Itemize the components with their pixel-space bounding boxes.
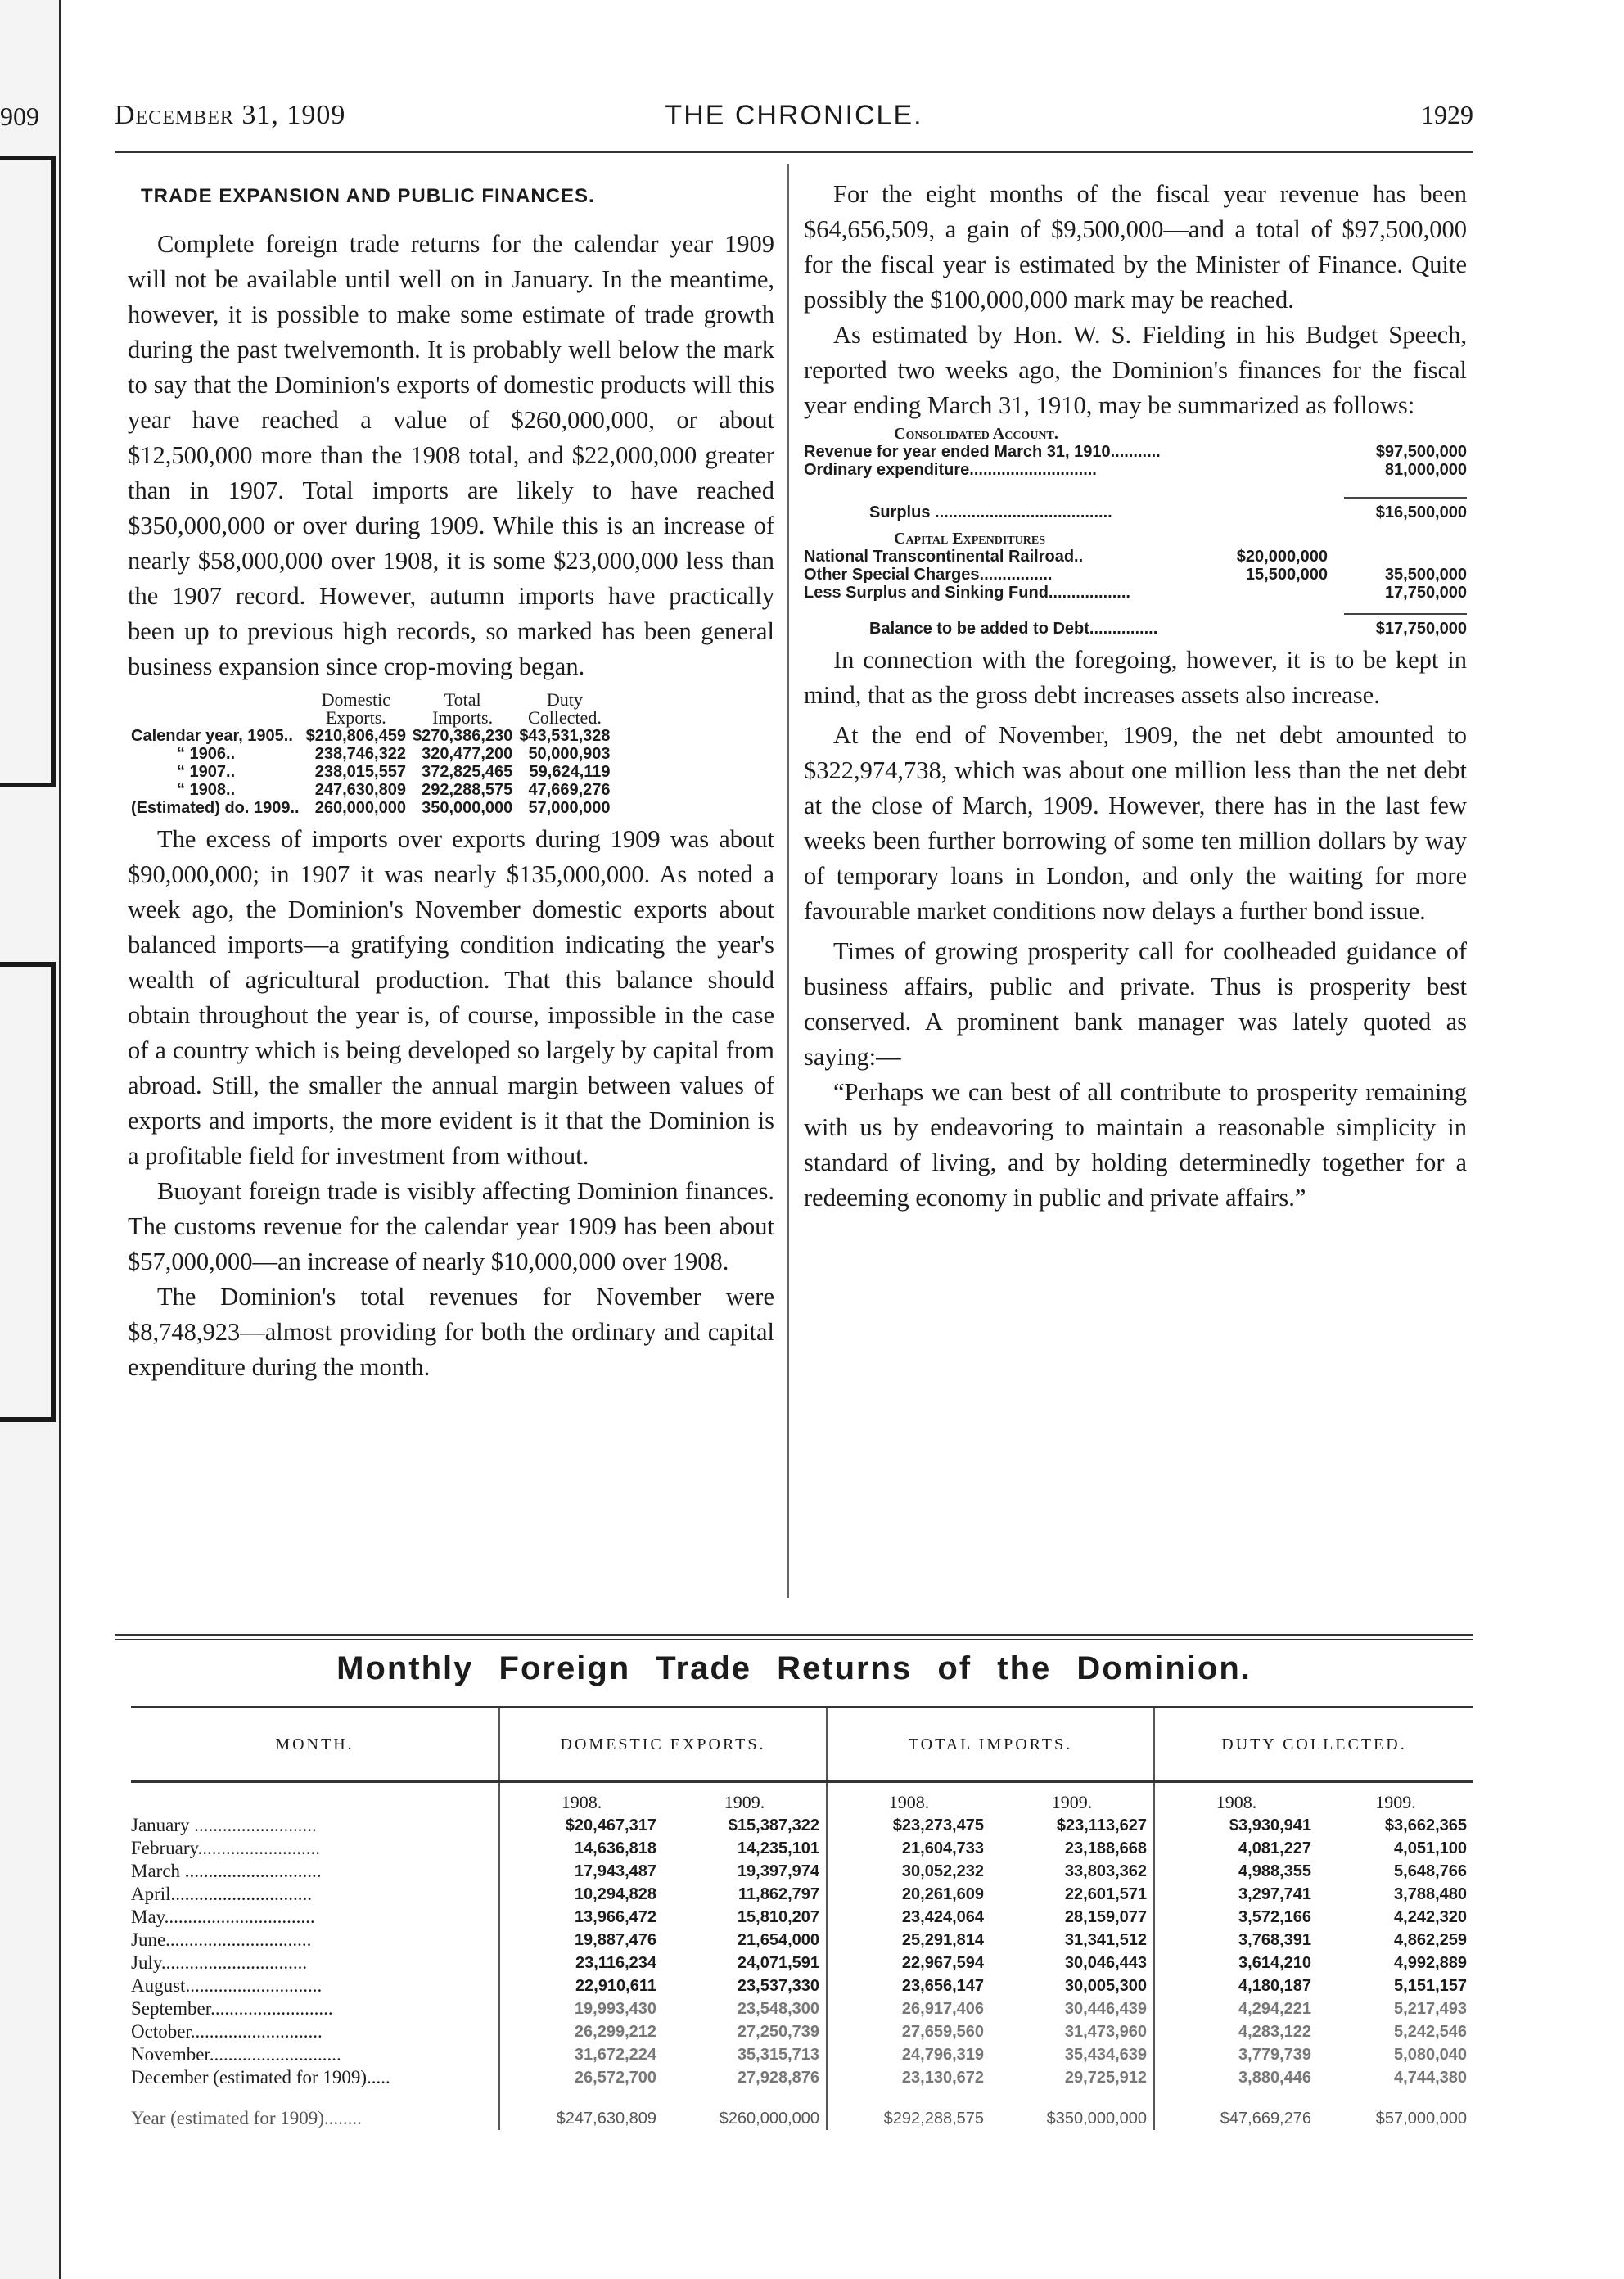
value-cell: 5,648,766 bbox=[1394, 1862, 1467, 1880]
value-cell: 19,993,430 bbox=[499, 1997, 663, 2020]
table-row bbox=[131, 1906, 1473, 1929]
total-cell: $292,288,575 bbox=[827, 2089, 990, 2130]
value-cell: $15,387,322 bbox=[728, 1816, 819, 1834]
value-cell: 27,928,876 bbox=[737, 2069, 819, 2087]
header-duty-collected-group: DUTY COLLECTED. bbox=[1154, 1708, 1473, 1782]
paragraph-1: Complete foreign trade returns for the calendar year 1909 will not be available until well on in January. In the meantime, however, it is possible to make some estimate of trade growth during the past twelvemonth. It is probably well below the mark to say that the Dominion's exports of domestic products will this year have reached a value of $260,000,000, or about $12,500,000 more than the 1908 total, and $22,000,000 greater than in 1907. Total imports are likely to have reached $350,000,000 or over during 1909. While this is an increase of nearly $58,000,000 over 1908, it is some $23,000,000 less than the 1907 record. However, autumn imports have practically been up to previous high records, so marked has been general business expansion since crop-moving began. bbox=[128, 230, 774, 680]
value-cell: 25,291,814 bbox=[827, 1929, 990, 1952]
newspaper-page bbox=[115, 0, 1473, 2279]
issue-date: December 31, 1909 bbox=[115, 100, 346, 130]
value-cell: 26,572,700 bbox=[499, 2066, 663, 2089]
left-column bbox=[128, 177, 774, 1385]
year-1908: 1908. bbox=[499, 1782, 663, 1815]
paragraph-2: The excess of imports over exports during 1909 was about $90,000,000; in 1907 it was nearly $135,000,000. As noted a week ago, the Dominion's November domestic exports about balanced imports—a gratifying condition indicating the year's wealth of agricultural production. That this balance should obtain throughout the year is, of course, impossible in the case of a country which is being developed so largely by capital from abroad. Still, the smaller the annual margin between values of exports and imports, the more evident is it that the Dominion is a profitable field for investment from without. bbox=[128, 825, 774, 1170]
value-cell: 4,242,320 bbox=[1394, 1908, 1467, 1926]
total-cell: $260,000,000 bbox=[719, 2110, 819, 2128]
value-cell: 35,315,713 bbox=[737, 2046, 819, 2064]
capital-row: National Transcontinental Railroad.. $20,000,000 bbox=[804, 548, 1328, 566]
value-cell: 5,242,546 bbox=[1394, 2023, 1467, 2041]
header-month: MONTH. bbox=[131, 1708, 499, 1782]
sum-rule bbox=[1344, 602, 1467, 615]
value-cell: 4,294,221 bbox=[1154, 1997, 1318, 2020]
paragraph-9: Times of growing prosperity call for coolheaded guidance of business affairs, public and private. Thus is prosperity best conserved. A prominent bank manager was lately quoted as saying:— bbox=[804, 937, 1467, 1071]
month-label: November............................ bbox=[131, 2044, 341, 2065]
value-cell: 22,967,594 bbox=[827, 1952, 990, 1974]
value-cell: 3,788,480 bbox=[1394, 1885, 1467, 1903]
paragraph-7: In connection with the foregoing, however, it is to be kept in mind, that as the gross debt increases assets also increase. bbox=[804, 646, 1467, 709]
value-cell: 19,397,974 bbox=[737, 1862, 819, 1880]
value-cell: $23,113,627 bbox=[1056, 1816, 1147, 1834]
bank-manager-quote: “Perhaps we can best of all contribute to prosperity remaining with us by endeavoring to maintain a reasonable simplicity in standard of living, and by holding determinedly together for a redeeming economy in public and private affairs.” bbox=[804, 1078, 1467, 1212]
total-cell: $247,630,809 bbox=[499, 2089, 663, 2130]
month-label: July............................... bbox=[131, 1952, 308, 1973]
value-cell: 31,473,960 bbox=[1064, 2023, 1147, 2041]
value-cell: 15,810,207 bbox=[737, 1908, 819, 1926]
value-cell: 23,116,234 bbox=[499, 1952, 663, 1974]
value-cell: 21,654,000 bbox=[737, 1931, 819, 1949]
total-label: Year (estimated for 1909)........ bbox=[131, 2108, 362, 2128]
value-cell: 19,887,476 bbox=[499, 1929, 663, 1952]
value-cell: 23,537,330 bbox=[737, 1977, 819, 1995]
gutter-bracket-top bbox=[0, 156, 56, 787]
value-cell: 23,424,064 bbox=[827, 1906, 990, 1929]
capital-row: Other Special Charges................ 15,500,000 35,500,000 bbox=[804, 566, 1467, 584]
year-1909: 1909. bbox=[1375, 1792, 1416, 1812]
value-cell: 27,250,739 bbox=[737, 2023, 819, 2041]
value-cell: 26,299,212 bbox=[499, 2020, 663, 2043]
value-cell: 31,672,224 bbox=[499, 2043, 663, 2066]
value-cell: 4,862,259 bbox=[1394, 1931, 1467, 1949]
consolidated-account bbox=[804, 425, 1467, 638]
paragraph-3: Buoyant foreign trade is visibly affecting Dominion finances. The customs revenue for the calendar year 1909 has been about $57,000,000—an increase of nearly $10,000,000 over 1908. bbox=[128, 1177, 774, 1275]
header-domestic-exports: Domestic Exports. bbox=[321, 689, 390, 728]
header-duty-collected: Duty Collected. bbox=[528, 689, 602, 728]
account-row: Ordinary expenditure............................ 81,000,000 bbox=[804, 461, 1467, 479]
value-cell: 23,656,147 bbox=[827, 1974, 990, 1997]
sum-rule bbox=[1344, 479, 1467, 499]
balance-row: Balance to be added to Debt............... $17,750,000 bbox=[869, 620, 1467, 638]
column-divider bbox=[787, 164, 789, 1598]
month-label: October............................ bbox=[131, 2021, 323, 2042]
table-row bbox=[131, 1974, 1473, 1997]
value-cell: 4,081,227 bbox=[1154, 1837, 1318, 1860]
total-cell: $57,000,000 bbox=[1375, 2110, 1467, 2128]
month-label: June............................... bbox=[131, 1929, 312, 1950]
value-cell: 30,446,439 bbox=[1064, 2000, 1147, 2018]
page-number: 1929 bbox=[1421, 100, 1473, 129]
table-row bbox=[131, 1952, 1473, 1974]
total-cell: $350,000,000 bbox=[1046, 2110, 1147, 2128]
value-cell: 14,235,101 bbox=[737, 1839, 819, 1857]
header-total-imports: Total Imports. bbox=[432, 689, 494, 728]
table-row: (Estimated) do. 1909.. 260,000,000 350,000,000 57,000,000 bbox=[131, 799, 611, 817]
page-header bbox=[115, 100, 1473, 139]
article-heading: TRADE EXPANSION AND PUBLIC FINANCES. bbox=[141, 185, 595, 207]
account-row: Revenue for year ended March 31, 1910........... $97,500,000 bbox=[804, 443, 1467, 461]
value-cell: $20,467,317 bbox=[499, 1814, 663, 1837]
gutter-bracket-bottom bbox=[0, 962, 56, 1422]
annual-trade-table bbox=[128, 691, 614, 817]
value-cell: 24,071,591 bbox=[737, 1954, 819, 1972]
monthly-table-title: Monthly Foreign Trade Returns of the Dominion. bbox=[336, 1650, 1252, 1686]
value-cell: 3,614,210 bbox=[1154, 1952, 1318, 1974]
capital-caption: Capital Expenditures bbox=[894, 530, 1045, 548]
year-1908: 1908. bbox=[827, 1782, 990, 1815]
table-row bbox=[131, 2020, 1473, 2043]
surplus-row: Surplus ....................................... $16,500,000 bbox=[869, 503, 1467, 521]
table-row bbox=[131, 1814, 1473, 1837]
publication-title: THE CHRONICLE. bbox=[665, 100, 923, 131]
value-cell: 4,744,380 bbox=[1394, 2069, 1467, 2087]
value-cell: $3,662,365 bbox=[1384, 1816, 1467, 1834]
monthly-trade-table bbox=[131, 1706, 1473, 2130]
value-cell: 10,294,828 bbox=[499, 1883, 663, 1906]
header-domestic-exports-group: DOMESTIC EXPORTS. bbox=[499, 1708, 827, 1782]
table-row bbox=[131, 1837, 1473, 1860]
table-row bbox=[131, 1929, 1473, 1952]
value-cell: 14,636,818 bbox=[499, 1837, 663, 1860]
value-cell: $23,273,475 bbox=[827, 1814, 990, 1837]
year-1909: 1909. bbox=[724, 1792, 765, 1812]
value-cell: 13,966,472 bbox=[499, 1906, 663, 1929]
value-cell: 23,548,300 bbox=[737, 2000, 819, 2018]
paragraph-6: As estimated by Hon. W. S. Fielding in his Budget Speech, reported two weeks ago, the Dominion's finances for the fiscal year ending March 31, 1910, may be summarized as follows: bbox=[804, 321, 1467, 419]
value-cell: 24,796,319 bbox=[827, 2043, 990, 2066]
value-cell: 30,052,232 bbox=[827, 1860, 990, 1883]
paragraph-5: For the eight months of the fiscal year revenue has been $64,656,509, a gain of $9,500,000—and a total of $97,500,000 for the fiscal year is estimated by the Minister of Finance. Quite possibly the $100,000,000 mark may be reached. bbox=[804, 180, 1467, 314]
value-cell: 3,779,739 bbox=[1154, 2043, 1318, 2066]
table-row bbox=[131, 2043, 1473, 2066]
value-cell: 11,862,797 bbox=[738, 1885, 819, 1903]
section-rule bbox=[115, 1634, 1473, 1640]
table-row: Calendar year, 1905.. $210,806,459 $270,386,230 $43,531,328 bbox=[131, 727, 611, 745]
header-rule bbox=[115, 151, 1473, 156]
value-cell: 23,188,668 bbox=[1064, 1839, 1147, 1857]
month-label: March ............................. bbox=[131, 1861, 322, 1881]
paragraph-4: The Dominion's total revenues for November were $8,748,923—almost providing for both the ordinary and capital expenditure during the month. bbox=[128, 1283, 774, 1381]
value-cell: 3,297,741 bbox=[1154, 1883, 1318, 1906]
value-cell: 4,988,355 bbox=[1154, 1860, 1318, 1883]
value-cell: 3,880,446 bbox=[1154, 2066, 1318, 2089]
value-cell: 23,130,672 bbox=[827, 2066, 990, 2089]
month-label: January .......................... bbox=[131, 1815, 317, 1835]
table-row: “ 1906.. 238,746,322 320,477,200 50,000,903 bbox=[177, 745, 611, 763]
value-cell: 22,601,571 bbox=[1064, 1885, 1147, 1903]
value-cell: 5,151,157 bbox=[1394, 1977, 1467, 1995]
value-cell: 5,217,493 bbox=[1394, 2000, 1467, 2018]
value-cell: 30,005,300 bbox=[1064, 1977, 1147, 1995]
month-label: September.......................... bbox=[131, 1998, 333, 2019]
value-cell: 4,992,889 bbox=[1394, 1954, 1467, 1972]
year-total-row bbox=[131, 2089, 1473, 2130]
value-cell: 5,080,040 bbox=[1394, 2046, 1467, 2064]
value-cell: 17,943,487 bbox=[499, 1860, 663, 1883]
total-cell: $47,669,276 bbox=[1154, 2089, 1318, 2130]
year-1908: 1908. bbox=[1154, 1782, 1318, 1815]
value-cell: 30,046,443 bbox=[1064, 1954, 1147, 1972]
value-cell: 27,659,560 bbox=[827, 2020, 990, 2043]
value-cell: 26,917,406 bbox=[827, 1997, 990, 2020]
value-cell: 4,283,122 bbox=[1154, 2020, 1318, 2043]
paragraph-8: At the end of November, 1909, the net debt amounted to $322,974,738, which was about one million less than the net debt at the close of March, 1909. However, there has in the last few weeks been further borrowing of some ten million dollars by way of temporary loans in London, and only the waiting for more favourable market conditions now delays a further bond issue. bbox=[804, 721, 1467, 925]
table-row bbox=[131, 1883, 1473, 1906]
value-cell: 31,341,512 bbox=[1064, 1931, 1147, 1949]
consolidated-caption: Consolidated Account. bbox=[894, 425, 1058, 443]
table-row bbox=[131, 1997, 1473, 2020]
left-gutter bbox=[0, 0, 61, 2279]
value-cell: 4,051,100 bbox=[1394, 1839, 1467, 1857]
table-row: “ 1907.. 238,015,557 372,825,465 59,624,119 bbox=[177, 763, 611, 781]
right-column bbox=[804, 177, 1467, 1216]
value-cell: 21,604,733 bbox=[827, 1837, 990, 1860]
value-cell: 22,910,611 bbox=[499, 1974, 663, 1997]
value-cell: 29,725,912 bbox=[1064, 2069, 1147, 2087]
month-label: May................................ bbox=[131, 1907, 315, 1927]
month-label: February.......................... bbox=[131, 1838, 321, 1858]
value-cell: 4,180,187 bbox=[1154, 1974, 1318, 1997]
month-label: December (estimated for 1909)..... bbox=[131, 2067, 390, 2087]
value-cell: $3,930,941 bbox=[1154, 1814, 1318, 1837]
header-total-imports-group: TOTAL IMPORTS. bbox=[827, 1708, 1154, 1782]
capital-row: Less Surplus and Sinking Fund.................. 17,750,000 bbox=[804, 584, 1467, 602]
value-cell: 33,803,362 bbox=[1064, 1862, 1147, 1880]
month-label: April.............................. bbox=[131, 1884, 313, 1904]
table-row bbox=[131, 1860, 1473, 1883]
month-label: August............................. bbox=[131, 1975, 323, 1996]
previous-page-number: 909 bbox=[0, 102, 39, 131]
value-cell: 35,434,639 bbox=[1064, 2046, 1147, 2064]
value-cell: 28,159,077 bbox=[1064, 1908, 1147, 1926]
year-1909: 1909. bbox=[1051, 1792, 1093, 1812]
table-row bbox=[131, 2066, 1473, 2089]
value-cell: 3,768,391 bbox=[1154, 1929, 1318, 1952]
value-cell: 20,261,609 bbox=[827, 1883, 990, 1906]
table-row: “ 1908.. 247,630,809 292,288,575 47,669,276 bbox=[177, 781, 611, 799]
value-cell: 3,572,166 bbox=[1154, 1906, 1318, 1929]
